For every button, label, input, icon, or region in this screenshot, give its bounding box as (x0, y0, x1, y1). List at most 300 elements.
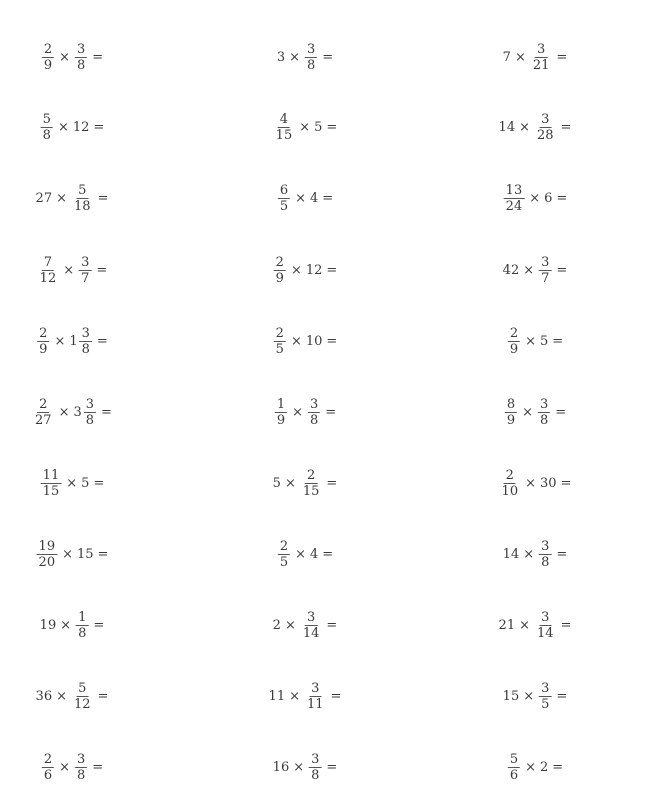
first-factor (507, 326, 521, 357)
first-factor (503, 548, 520, 561)
first-factor-fraction (500, 468, 521, 499)
first-factor-numerator: 1 (276, 396, 286, 412)
second-factor-denominator: 7 (81, 270, 90, 286)
equals-sign: = (326, 262, 338, 278)
first-factor-numerator: 2 (39, 325, 48, 341)
second-factor-fraction (84, 397, 96, 428)
first-factor-denominator: 5 (279, 554, 289, 570)
first-factor-denominator: 10 (501, 483, 519, 499)
second-factor (540, 761, 548, 774)
problem-middle (273, 463, 338, 503)
second-factor-numerator: 3 (536, 41, 546, 57)
first-factor-denominator: 5 (275, 341, 284, 357)
times-sign: × (58, 404, 70, 420)
first-factor-whole: 14 (498, 119, 516, 135)
second-factor-numerator: 3 (311, 751, 320, 767)
first-factor-fraction (38, 255, 59, 286)
first-factor-denominator: 9 (275, 270, 284, 286)
first-factor-whole: 14 (502, 546, 520, 562)
problem-row (0, 605, 670, 645)
second-factor-denominator: 11 (307, 696, 324, 712)
second-factor (534, 610, 557, 641)
first-factor (273, 112, 296, 143)
first-factor (273, 619, 281, 632)
times-sign: × (295, 190, 306, 206)
second-factor (310, 192, 318, 205)
second-factor (304, 681, 327, 712)
second-factor-numerator: 3 (311, 680, 320, 696)
second-factor-fraction (301, 468, 322, 499)
second-factor-fraction (72, 183, 93, 214)
first-factor-whole: 15 (502, 688, 520, 704)
first-factor-denominator: 27 (35, 412, 52, 428)
equals-sign: = (101, 404, 112, 420)
first-factor (36, 192, 53, 205)
times-sign: × (519, 119, 530, 135)
second-factor-denominator: 14 (302, 625, 320, 641)
first-factor-numerator: 2 (505, 467, 514, 483)
equals-sign: = (556, 190, 568, 206)
second-factor-denominator: 8 (81, 341, 90, 357)
times-sign: × (57, 119, 69, 135)
second-factor (75, 610, 89, 641)
times-sign: × (284, 617, 296, 633)
first-factor-whole: 3 (276, 49, 286, 65)
first-factor (273, 255, 287, 286)
second-factor-denominator: 8 (540, 412, 549, 428)
equals-sign: = (92, 49, 104, 65)
times-sign: × (523, 262, 535, 278)
problem-right (504, 392, 566, 432)
times-sign: × (293, 759, 305, 775)
first-factor-whole: 7 (502, 49, 511, 65)
first-factor-numerator: 8 (506, 396, 516, 412)
second-factor-fraction (535, 610, 556, 641)
equals-sign: = (560, 617, 572, 633)
problem-right (507, 321, 563, 361)
second-factor-fraction (539, 539, 551, 570)
first-factor (499, 619, 516, 632)
second-factor-numerator: 5 (78, 182, 87, 198)
times-sign: × (56, 190, 67, 206)
first-factor-numerator: 19 (38, 538, 56, 554)
second-factor (81, 477, 89, 490)
second-factor-numerator: 3 (310, 396, 319, 412)
second-factor-whole: 4 (310, 190, 319, 206)
times-sign: × (292, 404, 303, 420)
equals-sign: = (330, 688, 342, 704)
problem-left (40, 463, 105, 503)
second-factor-whole: 30 (540, 475, 557, 491)
first-factor-whole: 21 (498, 617, 516, 633)
first-factor (40, 619, 57, 632)
second-factor-whole: 12 (305, 262, 323, 278)
second-factor-fraction (539, 255, 551, 286)
first-factor (499, 121, 516, 134)
equals-sign: = (96, 262, 108, 278)
problem-right (499, 605, 572, 645)
first-factor-fraction (33, 397, 54, 428)
equals-sign: = (325, 404, 337, 420)
first-factor-fraction (274, 326, 286, 357)
problem-middle (277, 37, 333, 77)
first-factor (40, 468, 63, 499)
problem-left (37, 250, 108, 290)
second-factor (537, 397, 551, 428)
first-factor (36, 539, 59, 570)
first-factor-fraction (274, 112, 295, 143)
second-factor (300, 468, 323, 499)
second-factor (534, 112, 557, 143)
second-factor-numerator: 3 (307, 41, 316, 57)
first-factor-whole: 42 (502, 262, 520, 278)
times-sign: × (289, 49, 300, 65)
second-factor-denominator: 28 (537, 127, 554, 143)
first-factor-denominator: 8 (42, 127, 51, 143)
equals-sign: = (556, 546, 568, 562)
times-sign: × (290, 262, 302, 278)
first-factor (40, 112, 54, 143)
second-factor-fraction (531, 42, 552, 73)
problem-left (36, 534, 109, 574)
first-factor-numerator: 2 (43, 751, 53, 767)
first-factor-whole: 36 (35, 688, 53, 704)
problem-row (0, 747, 670, 787)
first-factor (277, 539, 291, 570)
second-factor-denominator: 8 (85, 412, 95, 428)
equals-sign: = (97, 190, 109, 206)
problem-left (36, 178, 109, 218)
second-factor-denominator: 8 (307, 57, 316, 73)
second-factor-fraction (75, 42, 87, 73)
second-factor (306, 264, 323, 277)
first-factor-fraction (41, 112, 53, 143)
problem-right (503, 250, 568, 290)
first-factor-numerator: 2 (275, 254, 284, 270)
problem-right (503, 37, 568, 77)
second-factor-numerator: 5 (78, 680, 87, 696)
second-factor-numerator: 3 (541, 254, 550, 270)
equals-sign: = (322, 190, 334, 206)
equals-sign: = (556, 49, 568, 65)
first-factor-numerator: 5 (509, 751, 519, 767)
first-factor-denominator: 9 (39, 341, 48, 357)
second-factor-whole: 10 (305, 333, 323, 349)
first-factor (503, 51, 511, 64)
second-factor-numerator: 3 (81, 254, 90, 270)
second-factor-denominator: 21 (532, 57, 550, 73)
first-factor-fraction (508, 326, 520, 357)
problem-middle (269, 676, 342, 716)
second-factor-whole: 5 (540, 333, 549, 349)
first-factor-denominator: 15 (42, 483, 60, 499)
equals-sign: = (97, 546, 109, 562)
equals-sign: = (322, 546, 334, 562)
second-factor-numerator: 3 (541, 680, 550, 696)
first-factor-fraction (275, 397, 287, 428)
second-factor (538, 255, 552, 286)
second-factor (71, 183, 94, 214)
first-factor-numerator: 2 (275, 325, 284, 341)
first-factor-fraction (37, 539, 58, 570)
second-factor (73, 121, 90, 134)
times-sign: × (60, 617, 72, 633)
second-factor (540, 335, 548, 348)
first-factor-fraction (37, 326, 49, 357)
second-factor-denominator: 8 (77, 767, 86, 783)
second-factor-denominator: 7 (541, 270, 550, 286)
first-factor (269, 690, 286, 703)
times-sign: × (514, 49, 526, 65)
first-factor (273, 761, 290, 774)
times-sign: × (525, 475, 536, 491)
first-factor-numerator: 2 (39, 396, 48, 412)
first-factor (37, 255, 60, 286)
first-factor (507, 752, 521, 783)
problem-right (499, 107, 572, 147)
second-factor-whole: 5 (314, 119, 323, 135)
first-factor-fraction (508, 752, 520, 783)
second-factor-fraction (76, 610, 88, 641)
second-factor-denominator: 15 (302, 483, 320, 499)
second-factor (538, 539, 552, 570)
problem-right (503, 534, 568, 574)
second-factor-whole: 1 (69, 333, 78, 349)
second-factor-denominator: 14 (537, 625, 554, 641)
first-factor-denominator: 15 (275, 127, 293, 143)
first-factor (36, 326, 50, 357)
second-factor (69, 326, 93, 357)
times-sign: × (284, 475, 296, 491)
problem-right (507, 747, 563, 787)
times-sign: × (523, 546, 535, 562)
second-factor (538, 681, 552, 712)
second-factor-denominator: 18 (74, 198, 91, 214)
second-factor-fraction (535, 112, 556, 143)
second-factor-fraction (72, 681, 93, 712)
problem-middle (277, 534, 333, 574)
second-factor-fraction (309, 752, 321, 783)
times-sign: × (66, 475, 78, 491)
times-sign: × (59, 759, 70, 775)
second-factor-numerator: 3 (81, 325, 90, 341)
second-factor (73, 397, 97, 428)
second-factor (540, 477, 557, 490)
problem-left (36, 676, 109, 716)
second-factor-whole: 15 (77, 546, 94, 562)
equals-sign: = (326, 759, 338, 775)
first-factor (499, 468, 522, 499)
equals-sign: = (556, 688, 568, 704)
first-factor-fraction (278, 539, 290, 570)
first-factor-fraction (274, 255, 286, 286)
second-factor (314, 121, 322, 134)
times-sign: × (54, 333, 66, 349)
second-factor-fraction (538, 397, 550, 428)
second-factor (304, 42, 318, 73)
second-factor-fraction (305, 681, 326, 712)
problem-row (0, 250, 670, 290)
second-factor-fraction (75, 752, 87, 783)
second-factor-whole: 5 (81, 475, 90, 491)
second-factor-numerator: 3 (541, 538, 550, 554)
first-factor (36, 690, 53, 703)
first-factor-numerator: 13 (505, 182, 523, 198)
first-factor-denominator: 9 (276, 412, 286, 428)
second-factor-numerator: 1 (78, 609, 87, 625)
first-factor-denominator: 9 (509, 341, 519, 357)
times-sign: × (525, 333, 536, 349)
first-factor-numerator: 4 (279, 111, 289, 127)
second-factor-denominator: 8 (541, 554, 550, 570)
second-factor-numerator: 3 (306, 609, 316, 625)
problem-left (41, 37, 103, 77)
second-factor-numerator: 3 (540, 396, 549, 412)
first-factor (504, 397, 518, 428)
problem-right (503, 178, 568, 218)
first-factor (277, 51, 285, 64)
times-sign: × (519, 617, 530, 633)
equals-sign: = (560, 119, 572, 135)
second-factor-denominator: 8 (77, 57, 86, 73)
problem-row (0, 178, 670, 218)
first-factor-denominator: 9 (43, 57, 53, 73)
first-factor-fraction (505, 397, 517, 428)
second-factor (71, 681, 94, 712)
second-factor-fraction (308, 397, 320, 428)
equals-sign: = (560, 475, 572, 491)
problem-left (41, 747, 103, 787)
first-factor (273, 477, 281, 490)
problem-row (0, 392, 670, 432)
second-factor-whole: 2 (540, 759, 549, 775)
problem-middle (274, 392, 336, 432)
problem-middle (273, 250, 338, 290)
first-factor-whole: 16 (272, 759, 290, 775)
second-factor (74, 752, 88, 783)
first-factor (277, 183, 291, 214)
first-factor-denominator: 12 (39, 270, 57, 286)
times-sign: × (529, 190, 541, 206)
first-factor-whole: 27 (35, 190, 53, 206)
second-factor (310, 548, 318, 561)
problem-row (0, 534, 670, 574)
second-factor (544, 192, 552, 205)
second-factor-whole: 3 (73, 404, 82, 420)
first-factor (273, 326, 287, 357)
second-factor-denominator: 5 (541, 696, 550, 712)
second-factor-denominator: 8 (311, 767, 320, 783)
second-factor-numerator: 3 (77, 751, 86, 767)
times-sign: × (523, 688, 535, 704)
first-factor (503, 690, 520, 703)
problem-left (36, 321, 108, 361)
equals-sign: = (92, 759, 104, 775)
first-factor-whole: 11 (268, 688, 286, 704)
second-factor-numerator: 3 (541, 111, 550, 127)
second-factor-denominator: 8 (78, 625, 87, 641)
second-factor-numerator: 3 (85, 396, 95, 412)
second-factor (308, 752, 322, 783)
first-factor (41, 752, 55, 783)
first-factor-numerator: 2 (509, 325, 519, 341)
first-factor (274, 397, 288, 428)
problem-left (32, 392, 112, 432)
equals-sign: = (97, 688, 109, 704)
first-factor (503, 264, 520, 277)
first-factor-fraction (42, 42, 54, 73)
second-factor-numerator: 3 (541, 609, 550, 625)
first-factor-numerator: 5 (42, 111, 51, 127)
first-factor-fraction (278, 183, 290, 214)
second-factor-whole: 4 (310, 546, 319, 562)
second-factor (74, 42, 88, 73)
problem-row (0, 676, 670, 716)
times-sign: × (299, 119, 311, 135)
problem-row (0, 107, 670, 147)
problem-row (0, 463, 670, 503)
equals-sign: = (556, 262, 568, 278)
second-factor-whole: 12 (72, 119, 90, 135)
times-sign: × (295, 546, 306, 562)
times-sign: × (289, 688, 300, 704)
equals-sign: = (93, 119, 105, 135)
first-factor (41, 42, 55, 73)
times-sign: × (62, 546, 73, 562)
equals-sign: = (93, 475, 105, 491)
first-factor (503, 183, 526, 214)
first-factor-numerator: 2 (279, 538, 289, 554)
first-factor-denominator: 6 (43, 767, 53, 783)
problem-right (503, 676, 568, 716)
second-factor-denominator: 12 (74, 696, 91, 712)
equals-sign: = (326, 475, 338, 491)
second-factor (77, 548, 94, 561)
problem-row (0, 321, 670, 361)
equals-sign: = (326, 333, 338, 349)
second-factor-fraction (301, 610, 322, 641)
second-factor-fraction (539, 681, 551, 712)
times-sign: × (525, 759, 536, 775)
first-factor-denominator: 6 (509, 767, 519, 783)
problem-right (499, 463, 572, 503)
second-factor-fraction (305, 42, 317, 73)
problem-middle (273, 747, 338, 787)
first-factor-whole: 5 (272, 475, 281, 491)
second-factor-denominator: 8 (310, 412, 319, 428)
first-factor-fraction (41, 468, 62, 499)
second-factor (300, 610, 323, 641)
first-factor-denominator: 5 (279, 198, 289, 214)
first-factor-denominator: 9 (506, 412, 516, 428)
second-factor (530, 42, 553, 73)
equals-sign: = (93, 617, 105, 633)
problem-middle (273, 605, 338, 645)
times-sign: × (56, 688, 67, 704)
problem-left (40, 605, 105, 645)
problem-row (0, 37, 670, 77)
times-sign: × (59, 49, 70, 65)
equals-sign: = (322, 49, 334, 65)
equals-sign: = (96, 333, 108, 349)
second-factor-fraction (80, 326, 92, 357)
equals-sign: = (555, 404, 567, 420)
first-factor-denominator: 20 (38, 554, 56, 570)
second-factor-numerator: 2 (306, 467, 316, 483)
first-factor-numerator: 7 (43, 254, 53, 270)
second-factor-fraction (79, 255, 91, 286)
second-factor (78, 255, 92, 286)
